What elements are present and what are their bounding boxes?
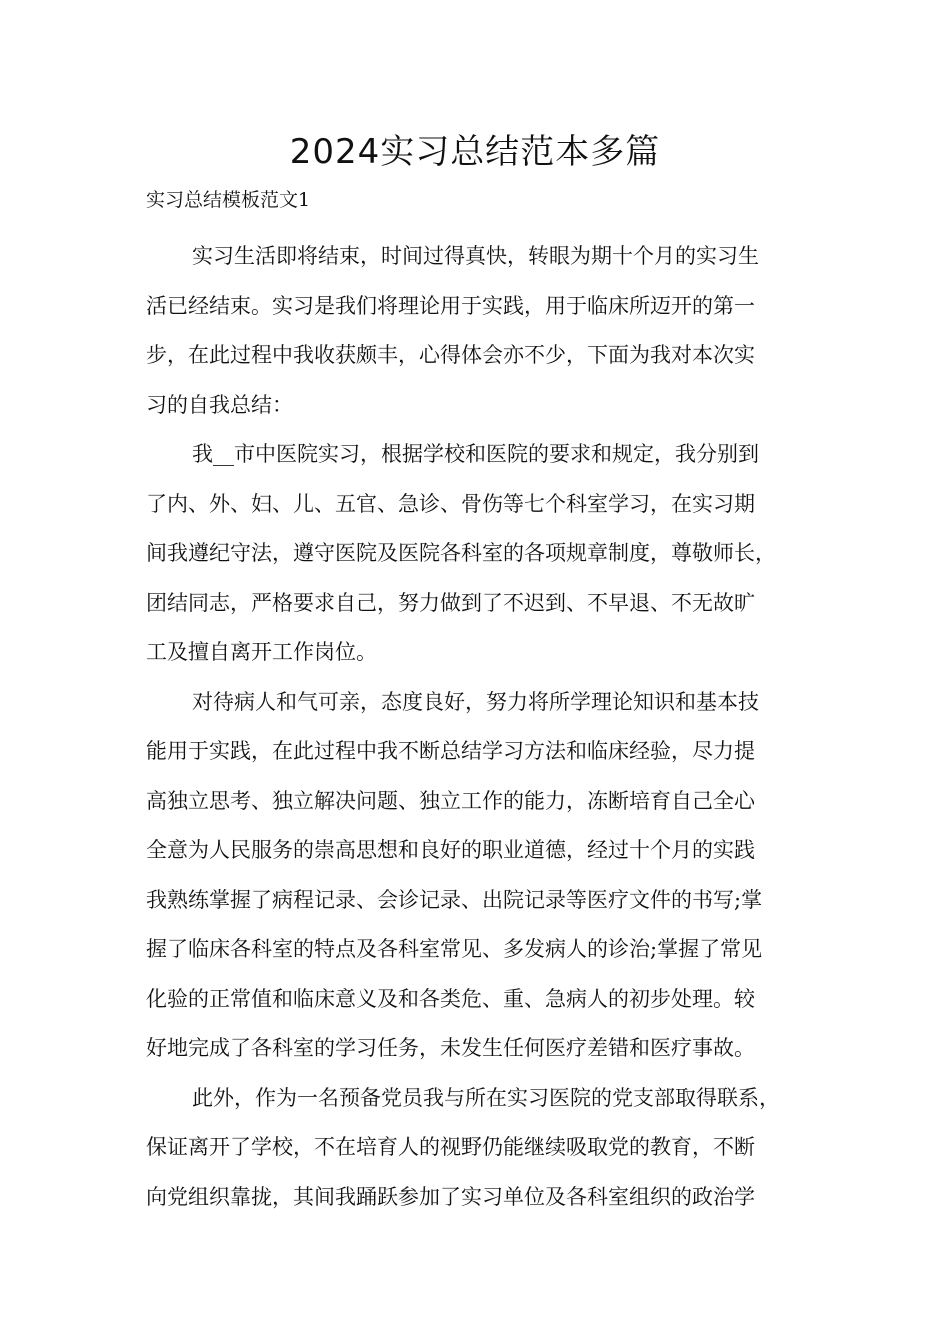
- paragraph-line: 能用于实践，在此过程中我不断总结学习方法和临床经验，尽力提: [146, 739, 755, 763]
- paragraph-1: [146, 232, 808, 430]
- document-body: [146, 232, 808, 1222]
- paragraph-3: [146, 678, 808, 1074]
- paragraph-line: 握了临床各科室的特点及各科室常见、多发病人的诊治;掌握了常见: [146, 937, 763, 961]
- paragraph-line: 全意为人民服务的崇高思想和良好的职业道德，经过十个月的实践: [146, 838, 755, 862]
- paragraph-line: 步，在此过程中我收获颇丰，心得体会亦不少，下面为我对本次实: [146, 343, 755, 367]
- paragraph-2: [146, 430, 808, 678]
- paragraph-line: 向党组织靠拢，其间我踊跃参加了实习单位及各科室组织的政治学: [146, 1184, 755, 1209]
- paragraph-line: 高独立思考、独立解决问题、独立工作的能力，冻断培育自己全心: [146, 788, 755, 813]
- paragraph-line: 好地完成了各科室的学习任务，未发生任何医疗差错和医疗事故。: [146, 1036, 755, 1060]
- paragraph-line: 保证离开了学校，不在培育人的视野仍能继续吸取党的教育，不断: [146, 1135, 755, 1159]
- paragraph-line: 化验的正常值和临床意义及和各类危、重、急病人的初步处理。较: [146, 986, 755, 1011]
- paragraph-line: 此外，作为一名预备党员我与所在实习医院的党支部取得联系，: [192, 1085, 780, 1110]
- paragraph-line: 我熟练掌握了病程记录、会诊记录、出院记录等医疗文件的书写;掌: [146, 887, 763, 912]
- paragraph-line: 工及擅自离开工作岗位。: [146, 640, 377, 664]
- paragraph-line: 我__市中医院实习，根据学校和医院的要求和规定，我分别到: [192, 442, 759, 466]
- paragraph-line: 实习生活即将结束，时间过得真快，转眼为期十个月的实习生: [192, 244, 759, 268]
- document-title: 2024实习总结范本多篇: [289, 132, 661, 172]
- paragraph-line: 了内、外、妇、儿、五官、急诊、骨伤等七个科室学习，在实习期: [146, 491, 755, 516]
- paragraph-4: [146, 1074, 808, 1223]
- paragraph-line: 间我遵纪守法，遵守医院及医院各科室的各项规章制度，尊敬师长，: [146, 541, 776, 565]
- section-subtitle: 实习总结模板范文1: [146, 189, 311, 211]
- paragraph-line: 团结同志，严格要求自己，努力做到了不迟到、不早退、不无故旷: [146, 590, 755, 615]
- paragraph-line: 习的自我总结：: [146, 392, 293, 417]
- paragraph-line: 对待病人和气可亲，态度良好，努力将所学理论知识和基本技: [192, 689, 759, 714]
- paragraph-line: 活已经结束。实习是我们将理论用于实践，用于临床所迈开的第一: [146, 293, 755, 318]
